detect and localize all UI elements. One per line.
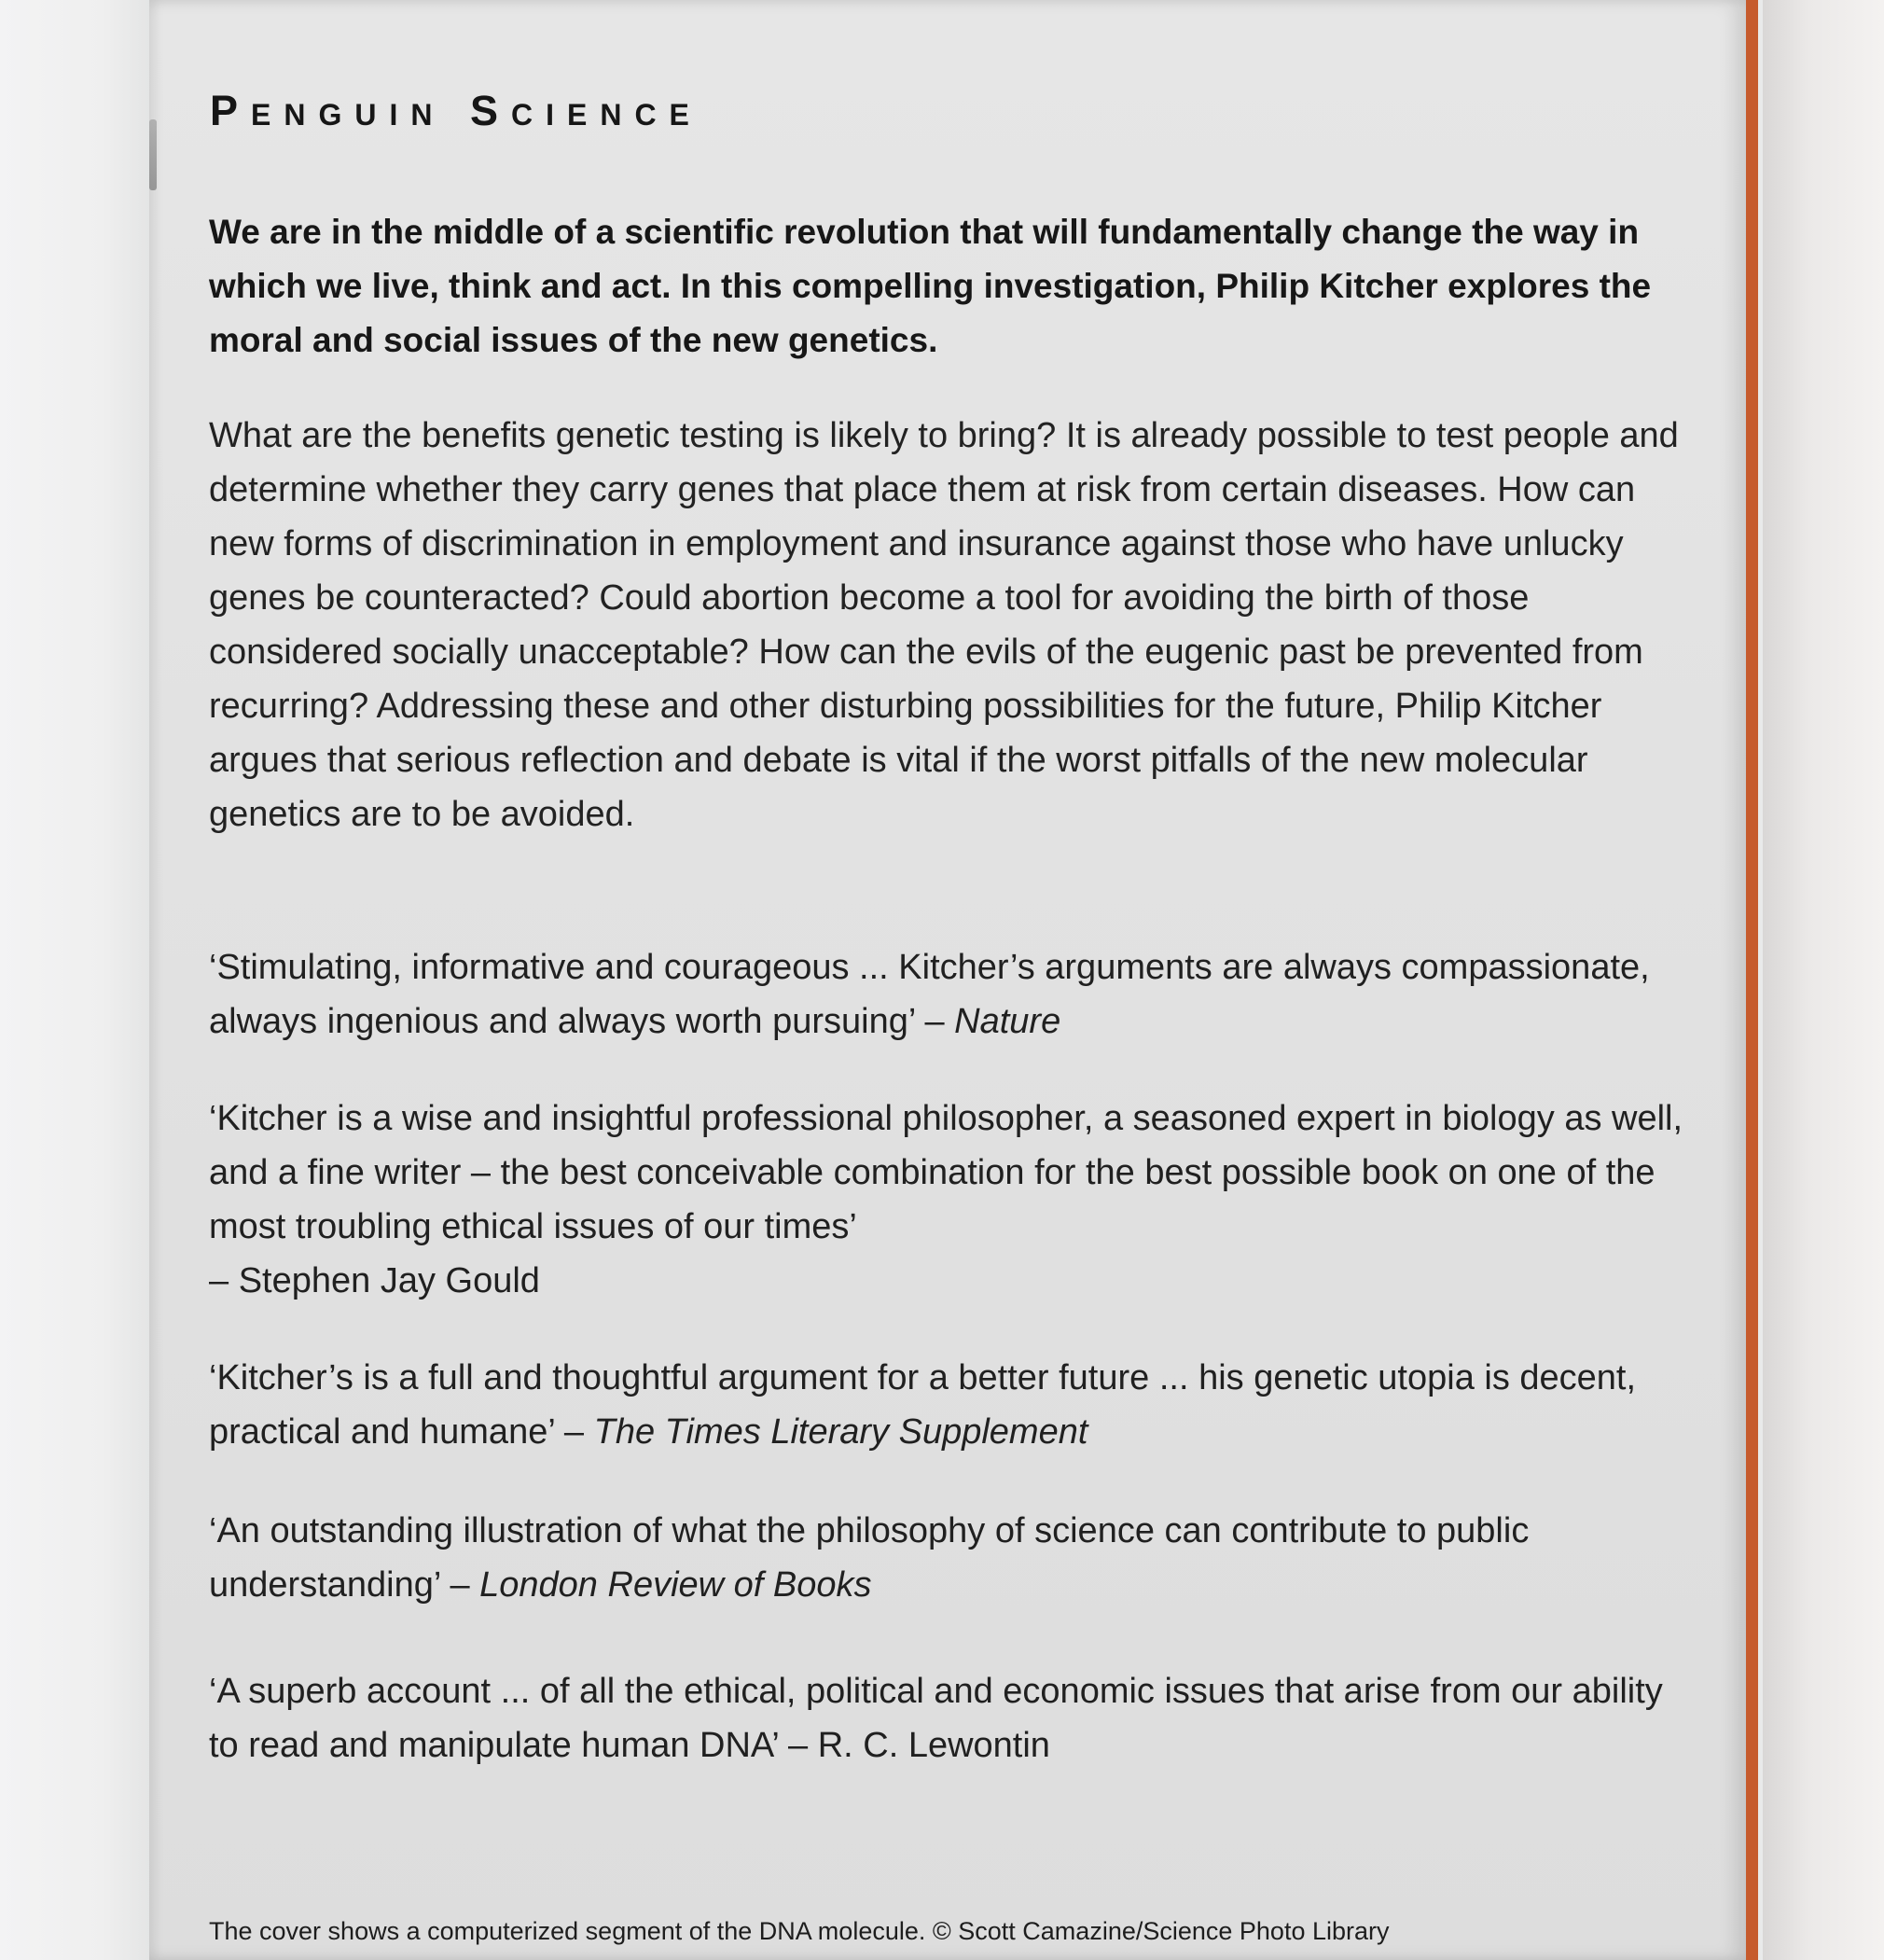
quote-source: London Review of Books <box>479 1565 872 1605</box>
book-back-cover <box>149 0 1758 1960</box>
quote-text: ‘Kitcher is a wise and insightful professional philosopher, a seasoned expert in biology as well, and a fine writer – the best conceivable combination for the best possible book on one of the most troubling ethical issues of our times’ <box>209 1099 1683 1246</box>
intro-paragraph: We are in the middle of a scientific revolution that will fundamentally change the way in which we live, think and act. In this compelling investigation, Philip Kitcher explores the moral and social issues of the new genetics. <box>209 213 1652 359</box>
quote-source: Nature <box>954 1002 1061 1041</box>
quote-text: ‘An outstanding illustration of what the philosophy of science can contribute to public understanding’ – <box>209 1511 1530 1605</box>
review-quote-times-literary-supplement <box>209 1351 1706 1459</box>
quote-text: ‘Stimulating, informative and courageous ... Kitcher’s arguments are always compassionate, always ingenious and always worth pursuing’ – <box>209 948 1650 1041</box>
description-paragraph: What are the benefits genetic testing is likely to bring? It is already possible to test people and determine whether they carry genes that place them at risk from certain diseases. How can new forms of discrimination in employment and insurance against those who have unlucky genes be counteracted? Could abortion become a tool for avoiding the birth of those considered socially unacceptable? How can the evils of the eugenic past be prevented from recurring? Addressing these and other disturbing possibilities for the future, Philip Kitcher argues that serious reflection and debate is vital if the worst pitfalls of the new molecular genetics are to be avoided. <box>209 416 1679 834</box>
background-right <box>1763 0 1884 1960</box>
review-quote-london-review-of-books <box>209 1504 1701 1612</box>
review-quote-lewontin: ‘A superb account ... of all the ethical, political and economic issues that arise from our ability to read and manipulate human DNA’ – R. C. Lewontin <box>209 1672 1663 1765</box>
series-title: Penguin Science <box>210 87 702 134</box>
cover-spine-fold <box>149 119 157 190</box>
quote-text: ‘Kitcher’s is a full and thoughtful argument for a better future ... his genetic utopia is decent, practical and humane’ – <box>209 1358 1637 1452</box>
cover-credit: The cover shows a computerized segment of the DNA molecule. © Scott Camazine/Science Photo Library <box>209 1917 1390 1945</box>
review-quote-stephen-jay-gould <box>209 1091 1701 1308</box>
quote-source: – Stephen Jay Gould <box>209 1261 540 1300</box>
background-left <box>0 0 159 1960</box>
quote-source: The Times Literary Supplement <box>593 1412 1088 1452</box>
review-quote-nature <box>209 940 1701 1049</box>
